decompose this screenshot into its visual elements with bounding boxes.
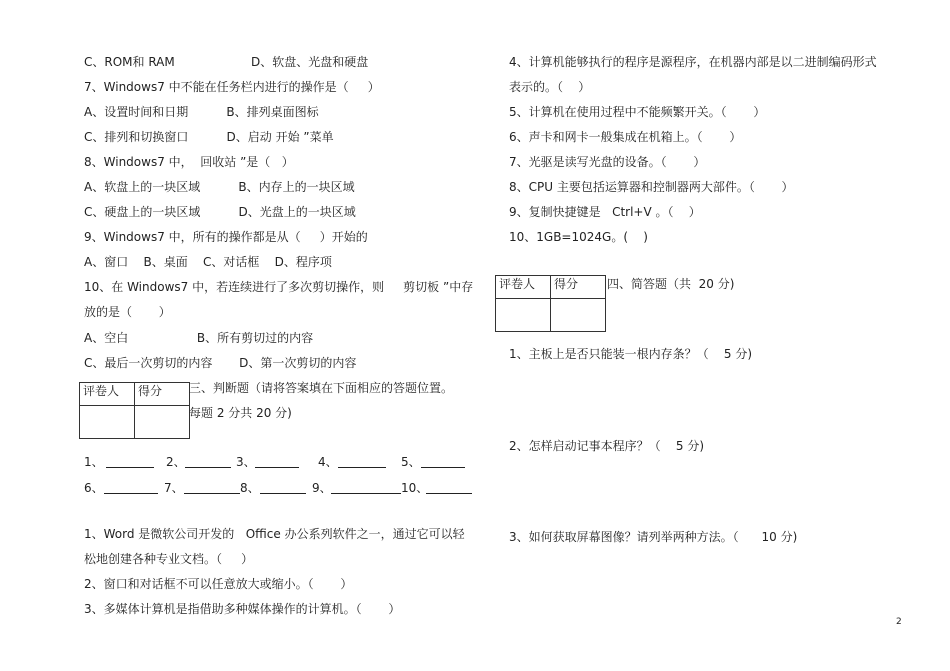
q10-options-ab: A、空白 B、所有剪切过的内容 xyxy=(84,331,314,345)
answer-label: 9、 xyxy=(312,481,332,495)
q6-options-cd: C、ROM和 RAM D、软盘、光盘和硬盘 xyxy=(84,55,369,69)
answer-label: 3、 xyxy=(236,455,256,469)
tf-item-1: 1、Word 是微软公司开发的 Office 办公系列软件之一，通过它可以轻 xyxy=(84,527,465,541)
tf-item-4-cont: 表示的。（ ） xyxy=(509,80,591,94)
tf-item-7: 7、光驱是读写光盘的设备。（ ） xyxy=(509,155,706,169)
score-cell[interactable] xyxy=(135,406,190,439)
answer-label: 4、 xyxy=(318,455,338,469)
q8-options-ab: A、软盘上的一块区域 B、内存上的一块区域 xyxy=(84,180,355,194)
q7-options-cd: C、排列和切换窗口 D、启动 开始 ”菜单 xyxy=(84,130,334,144)
answer-blank[interactable] xyxy=(255,456,299,468)
answer-blank[interactable] xyxy=(184,482,240,494)
section3-subtitle: 每题 2 分共 20 分) xyxy=(189,406,292,420)
short-answer-2: 2、怎样启动记事本程序？（ 5 分) xyxy=(509,439,705,453)
grader-cell[interactable] xyxy=(496,299,551,332)
answer-label: 5、 xyxy=(401,455,421,469)
q7-stem: 7、Windows7 中不能在任务栏内进行的操作是（ ） xyxy=(84,80,380,94)
q7-options-ab: A、设置时间和日期 B、排列桌面图标 xyxy=(84,105,319,119)
score-cell[interactable] xyxy=(551,299,606,332)
q9-options: A、窗口 B、桌面 C、对话框 D、程序项 xyxy=(84,255,332,269)
answer-label: 1、 xyxy=(84,455,104,469)
grader-label: 评卷人 xyxy=(496,276,551,299)
tf-item-4: 4、计算机能够执行的程序是源程序，在机器内部是以二进制编码形式 xyxy=(509,55,877,69)
tf-item-2: 2、窗口和对话框不可以任意放大或缩小。（ ） xyxy=(84,577,353,591)
answer-blank[interactable] xyxy=(106,456,154,468)
tf-item-1-cont: 松地创建各种专业文档。（ ） xyxy=(84,552,254,566)
answer-blank[interactable] xyxy=(331,482,401,494)
answer-blank[interactable] xyxy=(338,456,386,468)
score-box-section3 xyxy=(79,382,190,439)
q9-stem: 9、Windows7 中，所有的操作都是从（ ）开始的 xyxy=(84,230,368,244)
answer-label: 6、 xyxy=(84,481,104,495)
score-box-section4 xyxy=(495,275,606,332)
tf-item-3: 3、多媒体计算机是指借助多种媒体操作的计算机。（ ） xyxy=(84,602,401,616)
tf-item-9: 9、复制快捷键是 Ctrl+V 。（ ） xyxy=(509,205,701,219)
answer-label: 7、 xyxy=(164,481,184,495)
answer-blank[interactable] xyxy=(421,456,465,468)
answer-label: 10、 xyxy=(401,481,429,495)
answer-blank[interactable] xyxy=(104,482,158,494)
section3-title: 三、判断题（请将答案填在下面相应的答题位置。 xyxy=(189,381,454,395)
q10-options-cd: C、最后一次剪切的内容 D、第一次剪切的内容 xyxy=(84,356,357,370)
short-answer-3: 3、如何获取屏幕图像？请列举两种方法。（ 10 分) xyxy=(509,530,798,544)
tf-item-5: 5、计算机在使用过程中不能频繁开关。（ ） xyxy=(509,105,766,119)
grader-cell[interactable] xyxy=(80,406,135,439)
answer-blank[interactable] xyxy=(260,482,306,494)
tf-item-6: 6、声卡和网卡一般集成在机箱上。（ ） xyxy=(509,130,742,144)
q10-stem: 10、在 Windows7 中，若连续进行了多次剪切操作，则 剪切板 ”中存 xyxy=(84,280,474,294)
short-answer-1: 1、主板上是否只能装一根内存条？（ 5 分) xyxy=(509,347,753,361)
answer-label: 8、 xyxy=(240,481,260,495)
score-label: 得分 xyxy=(135,383,190,406)
score-label: 得分 xyxy=(551,276,606,299)
grader-label: 评卷人 xyxy=(80,383,135,406)
answer-label: 2、 xyxy=(166,455,186,469)
q8-options-cd: C、硬盘上的一块区域 D、光盘上的一块区域 xyxy=(84,205,356,219)
section4-title: 四、简答题（共 20 分) xyxy=(607,277,735,291)
q10-stem-cont: 放的是（ ） xyxy=(84,305,171,319)
tf-item-8: 8、CPU 主要包括运算器和控制器两大部件。（ ） xyxy=(509,180,794,194)
q8-stem: 8、Windows7 中， 回收站 ”是（ ） xyxy=(84,155,294,169)
answer-blank[interactable] xyxy=(185,456,231,468)
tf-item-10: 10、1GB=1024G。( ) xyxy=(509,230,648,244)
page-number: 2 xyxy=(896,617,902,627)
answer-blank[interactable] xyxy=(426,482,472,494)
